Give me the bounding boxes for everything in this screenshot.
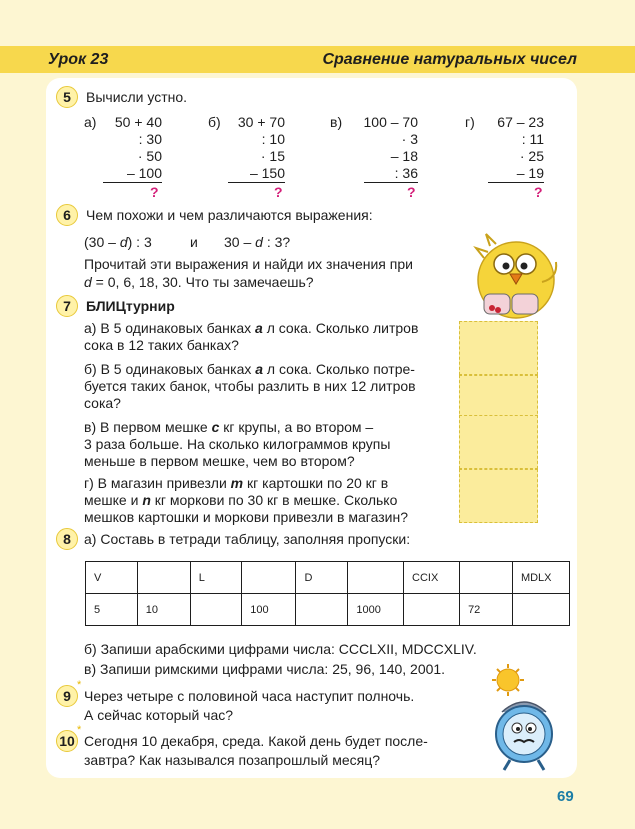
task-5c-rule <box>364 182 418 183</box>
sun-icon <box>492 664 524 696</box>
table-cell: L <box>190 562 242 594</box>
table-cell <box>242 562 296 594</box>
task-5b-start: 30 + 70 <box>237 114 285 130</box>
task-5a-label: а) <box>84 114 97 130</box>
table-cell <box>348 562 404 594</box>
task-5c-label: в) <box>330 114 343 130</box>
task-8a-text: а) Составь в тетради таблицу, заполняя пропуски: <box>84 531 411 547</box>
table-cell: 5 <box>86 594 138 626</box>
task-9-line-2: А сейчас который час? <box>84 707 234 723</box>
task-9-star-icon: * <box>77 679 82 691</box>
task-5d-op-2: · 25 <box>519 148 544 164</box>
task-5d-answer: ? <box>534 184 543 200</box>
task-8c-text: в) Запиши римскими цифрами числа: 25, 96, 140, 2001. <box>84 661 446 677</box>
task-5c-start: 100 – 70 <box>363 114 418 130</box>
task-5b-label: б) <box>208 114 221 130</box>
task-5c-answer: ? <box>407 184 416 200</box>
answer-box-c[interactable] <box>459 415 538 469</box>
table-cell: D <box>296 562 348 594</box>
table-cell: V <box>86 562 138 594</box>
task-10-line-2: завтра? Как назывался позапрошлый месяц? <box>84 752 381 768</box>
task-5a-op-2: · 50 <box>137 148 162 164</box>
task-7a-line-2: сока в 12 таких банках? <box>84 337 239 353</box>
answer-box-d[interactable] <box>459 469 538 523</box>
task-5b-op-3: – 150 <box>249 165 285 181</box>
table-cell: CCIX <box>404 562 460 594</box>
table-cell: 10 <box>137 594 190 626</box>
task-6-conjunction: и <box>190 234 198 250</box>
table-cell <box>512 594 569 626</box>
task-10-line-1: Сегодня 10 декабря, среда. Какой день будет после- <box>84 733 428 749</box>
task-10-number: 10 <box>56 730 78 752</box>
task-5b-op-1: : 10 <box>261 131 285 147</box>
lesson-header <box>0 46 635 73</box>
task-7c-line-2: 3 раза больше. На сколько килограммов крупы <box>84 436 391 452</box>
alarm-clock-illustration <box>484 662 564 774</box>
table-cell <box>404 594 460 626</box>
lesson-title: Сравнение натуральных чисел <box>322 51 577 68</box>
task-5d-op-3: – 19 <box>516 165 544 181</box>
task-5a-answer: ? <box>150 184 159 200</box>
task-5b-answer: ? <box>274 184 283 200</box>
lesson-label: Урок 23 <box>48 51 109 68</box>
task-7b-line-3: сока? <box>84 395 121 411</box>
answer-box-a[interactable] <box>459 321 538 375</box>
table-row-roman <box>86 562 570 594</box>
task-5d-label: г) <box>465 114 475 130</box>
task-5c-op-2: – 18 <box>390 148 418 164</box>
table-cell <box>137 562 190 594</box>
task-7c-line-1: в) В первом мешке c кг крупы, а во втором – <box>84 419 374 435</box>
task-8-number: 8 <box>56 528 78 550</box>
page-number: 69 <box>557 788 574 805</box>
task-5a-start: 50 + 40 <box>114 114 162 130</box>
task-5a-op-3: – 100 <box>126 165 162 181</box>
table-cell: 100 <box>242 594 296 626</box>
task-5d-rule <box>488 182 544 183</box>
task-7d-line-2: мешке и n кг моркови по 30 кг в мешке. Сколько <box>84 492 398 508</box>
table-row-arabic <box>86 594 570 626</box>
task-5-prompt: Вычисли устно. <box>86 89 188 105</box>
task-5a-op-1: : 30 <box>138 131 162 147</box>
task-5d-op-1: : 11 <box>521 131 544 147</box>
task-6-number: 6 <box>56 204 78 226</box>
task-8b-text: б) Запиши арабскими цифрами числа: CCCLXII, MDCCXLIV. <box>84 641 477 657</box>
task-7-title: БЛИЦтурнир <box>86 298 175 314</box>
task-7a-line-1: а) В 5 одинаковых банках a л сока. Сколько литров <box>84 320 419 336</box>
chick-illustration <box>470 222 566 322</box>
task-7b-line-2: буется таких банок, чтобы разлить в них 12 литров <box>84 378 416 394</box>
task-9-line-1: Через четыре с половиной часа наступит полночь. <box>84 688 415 704</box>
table-cell <box>460 562 513 594</box>
roman-numerals-table <box>85 561 570 626</box>
table-cell: 1000 <box>348 594 404 626</box>
task-7b-line-1: б) В 5 одинаковых банках a л сока. Сколько потре- <box>84 361 415 377</box>
task-7-number: 7 <box>56 295 78 317</box>
table-cell <box>296 594 348 626</box>
table-cell: MDLX <box>512 562 569 594</box>
task-5d-start: 67 – 23 <box>497 114 544 130</box>
task-5c-op-1: · 3 <box>401 131 418 147</box>
task-7c-line-3: меньше в первом мешке, чем во втором? <box>84 453 355 469</box>
table-cell: 72 <box>460 594 513 626</box>
task-6-expression-2: 30 – d : 3? <box>224 234 291 250</box>
task-5b-op-2: · 15 <box>260 148 285 164</box>
task-5c-op-3: : 36 <box>394 165 418 181</box>
task-7-answer-boxes <box>459 321 538 523</box>
task-5-number: 5 <box>56 86 78 108</box>
task-7d-line-3: мешков картошки и моркови привезли в магазин? <box>84 509 408 525</box>
task-10-star-icon: * <box>77 724 82 736</box>
task-6-text-line-2: d = 0, 6, 18, 30. Что ты замечаешь? <box>84 274 314 290</box>
task-7d-line-1: г) В магазин привезли m кг картошки по 20 кг в <box>84 475 389 491</box>
task-9-number: 9 <box>56 685 78 707</box>
task-5b-rule <box>228 182 285 183</box>
task-6-prompt: Чем похожи и чем различаются выражения: <box>86 207 373 223</box>
task-5a-rule <box>103 182 162 183</box>
top-margin <box>0 0 635 46</box>
task-6-expression-1: (30 – d) : 3 <box>84 234 152 250</box>
task-6-text-line-1: Прочитай эти выражения и найди их значения при <box>84 256 413 272</box>
table-cell <box>190 594 242 626</box>
